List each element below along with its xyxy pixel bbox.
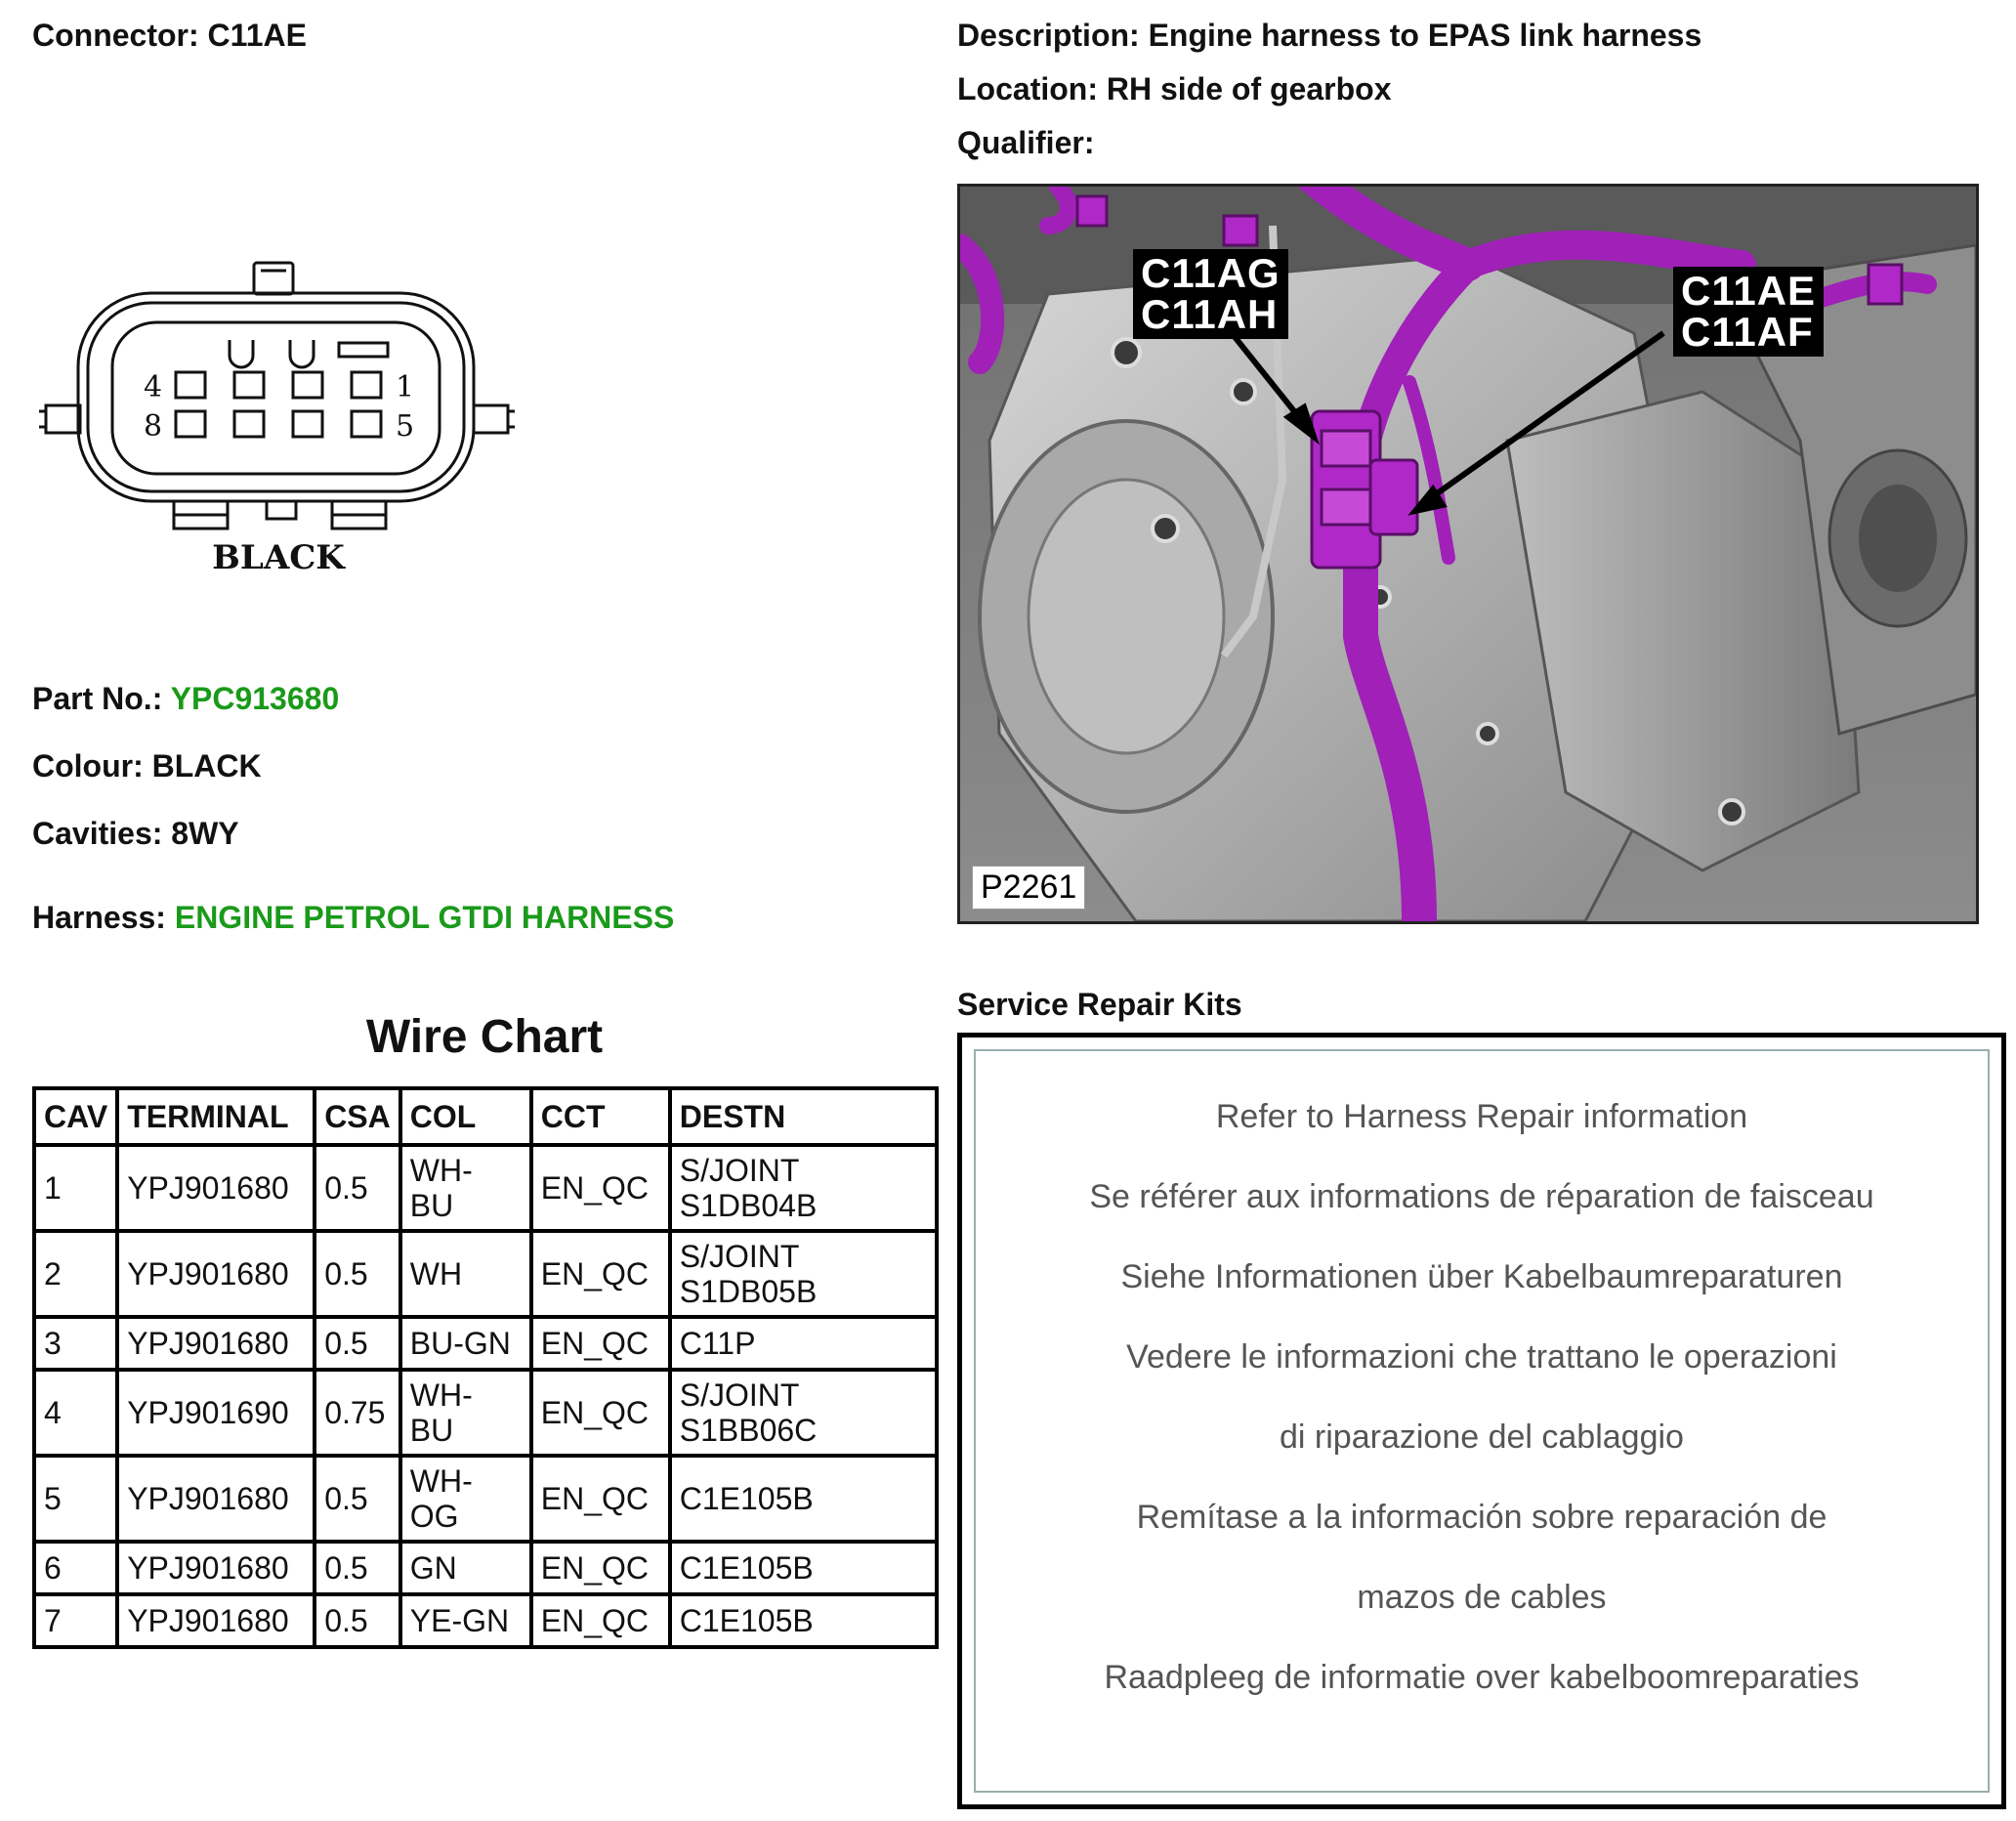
qualifier-line [957, 125, 1094, 161]
service-kits-panel [957, 1033, 2006, 1809]
kit-line: Siehe Informationen über Kabelbaumreparaturen [1120, 1258, 1843, 1295]
table-row [34, 1317, 937, 1370]
column-header-col: COL [400, 1088, 531, 1145]
cell-cav: 3 [34, 1317, 117, 1370]
wire-chart-title: Wire Chart [365, 1011, 604, 1063]
cell-destn: S/JOINT S1DB04B [670, 1145, 937, 1231]
pin-label-1: 1 [396, 370, 415, 404]
table-header-row [34, 1088, 937, 1145]
photo-reference-id: P2261 [972, 866, 1085, 910]
connector-value: C11AE [207, 18, 307, 53]
cell-terminal: YPJ901680 [117, 1456, 315, 1542]
cell-col: WH- BU [400, 1370, 531, 1456]
cell-csa: 0.5 [315, 1456, 400, 1542]
cell-terminal: YPJ901680 [117, 1231, 315, 1317]
cell-cav: 4 [34, 1370, 117, 1456]
pin-label-4: 4 [144, 370, 163, 404]
harness-link[interactable]: ENGINE PETROL GTDI HARNESS [174, 900, 675, 935]
harness-label: Harness: [32, 900, 166, 935]
callout-c11ag-c11ah [1133, 249, 1288, 339]
location-label: Location: [957, 71, 1098, 106]
cavities-label: Cavities: [32, 816, 163, 851]
cell-col: WH- BU [400, 1145, 531, 1231]
column-header-cav: CAV [34, 1088, 117, 1145]
connector-color-text: BLACK [212, 538, 345, 577]
description-value: Engine harness to EPAS link harness [1148, 18, 1702, 53]
pin-label-5: 5 [396, 409, 415, 444]
connector-face-diagram [34, 249, 523, 581]
cell-cct: EN_QC [531, 1542, 670, 1594]
cell-col: BU-GN [400, 1317, 531, 1370]
kit-line: Refer to Harness Repair information [1215, 1098, 1748, 1135]
kit-line: mazos de cables [1357, 1579, 1607, 1616]
cell-terminal: YPJ901680 [117, 1317, 315, 1370]
cell-cav: 1 [34, 1145, 117, 1231]
cell-csa: 0.5 [315, 1594, 400, 1647]
callout-label: C11AG [1141, 250, 1281, 296]
cell-cct: EN_QC [531, 1594, 670, 1647]
connector-label: Connector: [32, 18, 199, 53]
cell-cav: 5 [34, 1456, 117, 1542]
location-value: RH side of gearbox [1106, 71, 1392, 106]
kit-line: di riparazione del cablaggio [1280, 1419, 1684, 1456]
cell-destn: C1E105B [670, 1542, 937, 1594]
cell-cct: EN_QC [531, 1370, 670, 1456]
table-row [34, 1594, 937, 1647]
column-header-cct: CCT [531, 1088, 670, 1145]
cell-col: WH- OG [400, 1456, 531, 1542]
part-number-link[interactable]: YPC913680 [170, 681, 340, 716]
service-kits-inner-frame [974, 1049, 1990, 1793]
cavities-line [32, 816, 239, 852]
cell-destn: C1E105B [670, 1594, 937, 1647]
cell-cav: 7 [34, 1594, 117, 1647]
location-line [957, 71, 1391, 107]
table-row [34, 1145, 937, 1231]
cell-destn: C11P [670, 1317, 937, 1370]
cell-cct: EN_QC [531, 1231, 670, 1317]
cell-cct: EN_QC [531, 1456, 670, 1542]
table-row [34, 1456, 937, 1542]
cell-terminal: YPJ901680 [117, 1594, 315, 1647]
callout-c11ae-c11af [1673, 267, 1824, 357]
qualifier-label: Qualifier: [957, 125, 1095, 160]
cell-col: WH [400, 1231, 531, 1317]
location-photo [957, 184, 1979, 924]
cell-cct: EN_QC [531, 1145, 670, 1231]
cell-csa: 0.75 [315, 1370, 400, 1456]
column-header-destn: DESTN [670, 1088, 937, 1145]
cell-csa: 0.5 [315, 1231, 400, 1317]
cell-destn: C1E105B [670, 1456, 937, 1542]
cell-terminal: YPJ901680 [117, 1542, 315, 1594]
cell-cav: 6 [34, 1542, 117, 1594]
column-header-csa: CSA [315, 1088, 400, 1145]
table-row [34, 1231, 937, 1317]
cell-csa: 0.5 [315, 1317, 400, 1370]
connector-heading [32, 18, 307, 54]
kit-line: Se référer aux informations de réparation de faisceau [1089, 1178, 1874, 1215]
cell-terminal: YPJ901690 [117, 1370, 315, 1456]
colour-label: Colour: [32, 748, 144, 783]
callout-label: C11AH [1141, 291, 1279, 337]
callout-label: C11AF [1681, 309, 1814, 355]
kit-line: Raadpleeg de informatie over kabelboomreparaties [1104, 1659, 1860, 1696]
cell-terminal: YPJ901680 [117, 1145, 315, 1231]
callout-label: C11AE [1681, 268, 1817, 314]
cell-csa: 0.5 [315, 1542, 400, 1594]
table-row [34, 1542, 937, 1594]
part-label: Part No.: [32, 681, 163, 716]
cell-cav: 2 [34, 1231, 117, 1317]
cavities-value: 8WY [171, 816, 239, 851]
service-kits-title: Service Repair Kits [957, 987, 1242, 1022]
cell-destn: S/JOINT S1BB06C [670, 1370, 937, 1456]
column-header-terminal: TERMINAL [117, 1088, 315, 1145]
description-line [957, 18, 1701, 54]
harness-line [32, 900, 674, 936]
part-number-line [32, 681, 339, 717]
table-row [34, 1370, 937, 1456]
cell-col: GN [400, 1542, 531, 1594]
cell-col: YE-GN [400, 1594, 531, 1647]
pin-label-8: 8 [144, 409, 163, 444]
wire-chart-table [32, 1086, 939, 1649]
colour-value: BLACK [151, 748, 262, 783]
colour-line [32, 748, 262, 784]
cell-csa: 0.5 [315, 1145, 400, 1231]
kit-line: Remítase a la información sobre reparación de [1136, 1499, 1827, 1536]
description-label: Description: [957, 18, 1140, 53]
cell-cct: EN_QC [531, 1317, 670, 1370]
cell-destn: S/JOINT S1DB05B [670, 1231, 937, 1317]
kit-line: Vedere le informazioni che trattano le operazioni [1126, 1338, 1837, 1376]
